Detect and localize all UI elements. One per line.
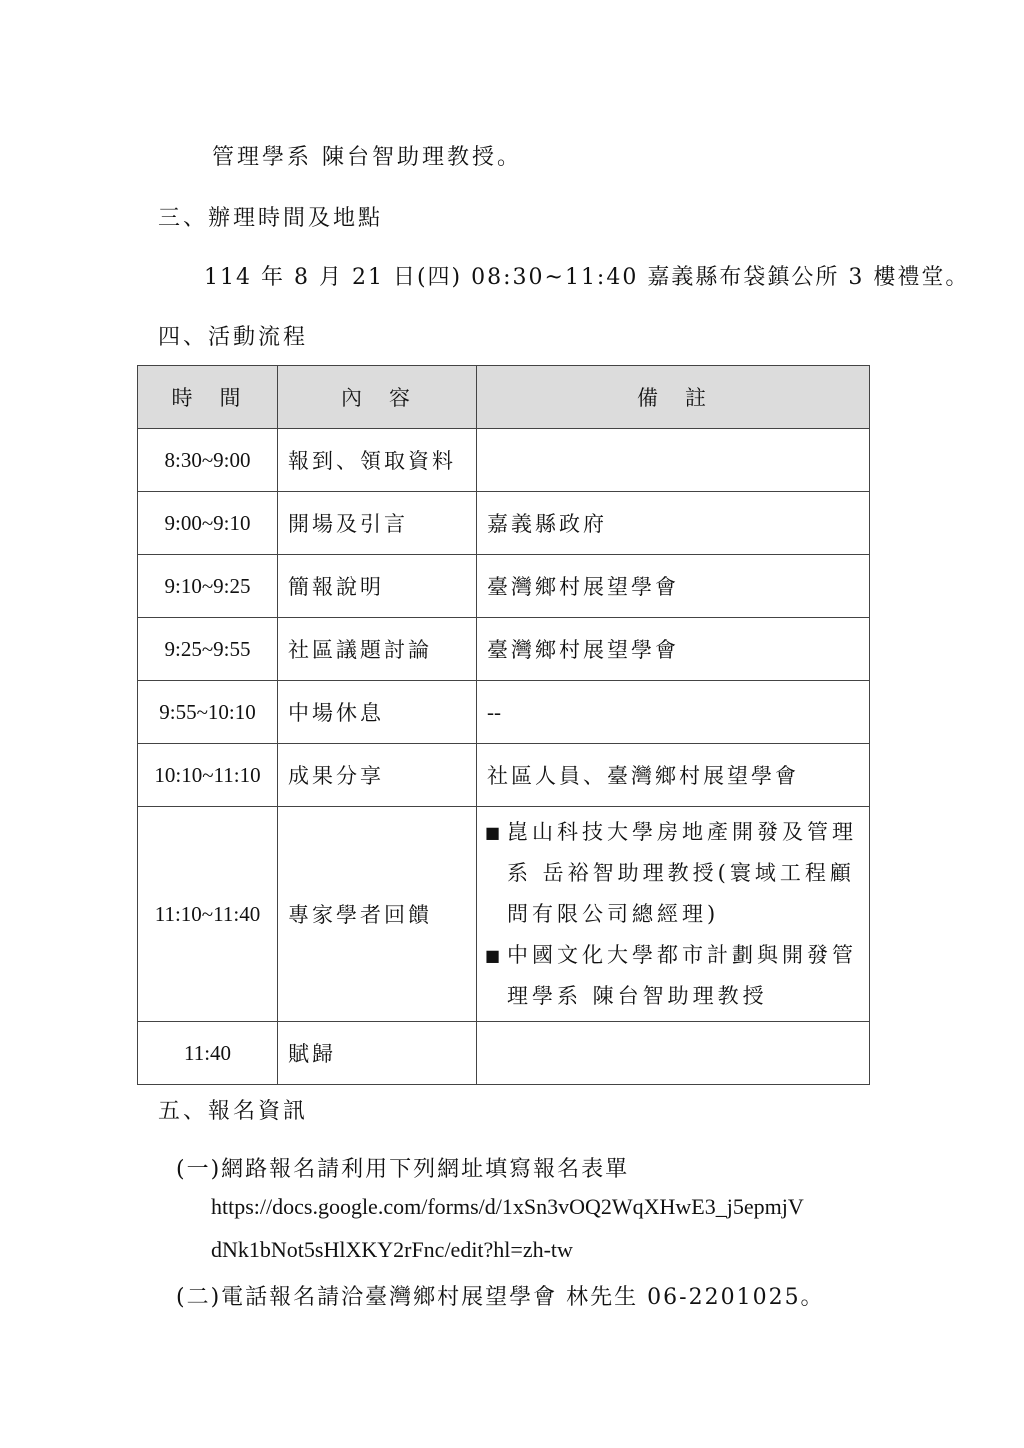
cell-content: 賦歸 (278, 1022, 477, 1085)
cell-content: 成果分享 (278, 744, 477, 807)
note-list-item (485, 812, 861, 935)
cell-note: 臺灣鄉村展望學會 (477, 618, 870, 681)
cell-time: 11:40 (138, 1022, 278, 1085)
table-row (138, 744, 870, 807)
cell-time: 9:25~9:55 (138, 618, 278, 681)
table-row (138, 555, 870, 618)
table-row (138, 1022, 870, 1085)
note-item-text: 崑山科技大學房地產開發及管理系 岳裕智助理教授(寰域工程顧問有限公司總經理) (507, 819, 857, 926)
registration-url-line1[interactable]: https://docs.google.com/forms/d/1xSn3vOQ2WqXHwE3_j5epmjV (211, 1194, 804, 1219)
cell-time: 8:30~9:00 (138, 429, 278, 492)
cell-note (477, 1022, 870, 1085)
header-time: 時 間 (138, 366, 278, 429)
section3-heading: 三、辦理時間及地點 (158, 206, 384, 231)
registration-url-line2[interactable]: dNk1bNot5sHlXKY2rFnc/edit?hl=zh-tw (211, 1237, 573, 1262)
cell-content: 簡報說明 (278, 555, 477, 618)
cell-note-list (477, 807, 870, 1022)
header-content: 內 容 (278, 366, 477, 429)
table-row (138, 681, 870, 744)
bullet-square-icon: ■ (485, 822, 505, 842)
cell-content: 開場及引言 (278, 492, 477, 555)
section5-heading: 五、報名資訊 (158, 1099, 309, 1124)
cell-note (477, 429, 870, 492)
header-note: 備 註 (477, 366, 870, 429)
note-list-item (485, 935, 861, 1017)
cell-time: 9:00~9:10 (138, 492, 278, 555)
section3-body: 114 年 8 月 21 日(四) 08:30~11:40 嘉義縣布袋鎮公所 3 樓禮堂。 (204, 265, 970, 290)
cell-note: -- (477, 681, 870, 744)
intro-tail-text: 管理學系 陳台智助理教授。 (212, 145, 522, 170)
table-row (138, 807, 870, 1022)
cell-note: 社區人員、臺灣鄉村展望學會 (477, 744, 870, 807)
cell-note: 嘉義縣政府 (477, 492, 870, 555)
note-item-text: 中國文化大學都市計劃與開發管理學系 陳台智助理教授 (507, 942, 857, 1008)
bullet-square-icon: ■ (485, 945, 505, 965)
section4-heading: 四、活動流程 (158, 325, 309, 350)
table-row (138, 618, 870, 681)
registration-phone-text: (二)電話報名請洽臺灣鄉村展望學會 林先生 06-2201025。 (176, 1285, 825, 1310)
table-header-row (138, 366, 870, 429)
cell-content: 報到、領取資料 (278, 429, 477, 492)
table-row (138, 429, 870, 492)
table-row (138, 492, 870, 555)
cell-time: 9:55~10:10 (138, 681, 278, 744)
schedule-table (137, 365, 870, 1085)
cell-time: 9:10~9:25 (138, 555, 278, 618)
registration-online-label: (一)網路報名請利用下列網址填寫報名表單 (176, 1157, 630, 1182)
cell-time: 11:10~11:40 (138, 807, 278, 1022)
cell-content: 社區議題討論 (278, 618, 477, 681)
cell-time: 10:10~11:10 (138, 744, 278, 807)
cell-content: 專家學者回饋 (278, 807, 477, 1022)
cell-content: 中場休息 (278, 681, 477, 744)
cell-note: 臺灣鄉村展望學會 (477, 555, 870, 618)
